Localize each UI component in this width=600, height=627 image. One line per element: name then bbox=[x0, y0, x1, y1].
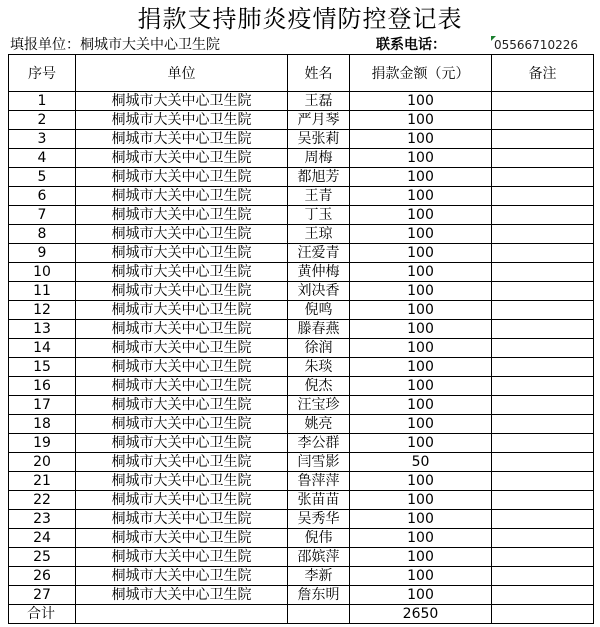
row-name: 倪伟 bbox=[288, 529, 350, 548]
row-index: 10 bbox=[9, 263, 76, 282]
row-unit: 桐城市大关中心卫生院 bbox=[76, 130, 288, 149]
row-note bbox=[492, 434, 594, 453]
row-note bbox=[492, 491, 594, 510]
row-name: 鲁萍萍 bbox=[288, 472, 350, 491]
row-index: 16 bbox=[9, 377, 76, 396]
row-index: 25 bbox=[9, 548, 76, 567]
row-amount: 100 bbox=[350, 168, 492, 187]
table-row bbox=[9, 187, 594, 206]
row-name: 姚亮 bbox=[288, 415, 350, 434]
table-row bbox=[9, 149, 594, 168]
row-index: 18 bbox=[9, 415, 76, 434]
row-note bbox=[492, 130, 594, 149]
row-note bbox=[492, 529, 594, 548]
row-name: 朱琰 bbox=[288, 358, 350, 377]
row-name: 徐润 bbox=[288, 339, 350, 358]
table-row bbox=[9, 472, 594, 491]
row-unit: 桐城市大关中心卫生院 bbox=[76, 301, 288, 320]
table-row bbox=[9, 111, 594, 130]
row-name: 黄仲梅 bbox=[288, 263, 350, 282]
phone-value: 05566710226 bbox=[494, 38, 578, 52]
row-unit: 桐城市大关中心卫生院 bbox=[76, 282, 288, 301]
row-note bbox=[492, 301, 594, 320]
total-label: 合计 bbox=[9, 605, 76, 624]
table-body bbox=[9, 92, 594, 605]
table-row bbox=[9, 263, 594, 282]
row-note bbox=[492, 111, 594, 130]
row-index: 12 bbox=[9, 301, 76, 320]
row-note bbox=[492, 282, 594, 301]
row-note bbox=[492, 472, 594, 491]
row-unit: 桐城市大关中心卫生院 bbox=[76, 149, 288, 168]
row-amount: 100 bbox=[350, 491, 492, 510]
row-unit: 桐城市大关中心卫生院 bbox=[76, 111, 288, 130]
row-amount: 100 bbox=[350, 548, 492, 567]
row-note bbox=[492, 225, 594, 244]
row-unit: 桐城市大关中心卫生院 bbox=[76, 529, 288, 548]
table-row bbox=[9, 92, 594, 111]
header-unit: 单位 bbox=[76, 55, 288, 92]
row-index: 21 bbox=[9, 472, 76, 491]
row-name: 滕春燕 bbox=[288, 320, 350, 339]
row-note bbox=[492, 567, 594, 586]
row-name: 王青 bbox=[288, 187, 350, 206]
row-index: 23 bbox=[9, 510, 76, 529]
document-title: 捐款支持肺炎疫情防控登记表 bbox=[137, 5, 463, 33]
row-note bbox=[492, 339, 594, 358]
donation-table bbox=[8, 54, 594, 624]
total-amount: 2650 bbox=[350, 605, 492, 624]
row-amount: 100 bbox=[350, 263, 492, 282]
row-amount: 100 bbox=[350, 320, 492, 339]
row-unit: 桐城市大关中心卫生院 bbox=[76, 548, 288, 567]
row-name: 王琼 bbox=[288, 225, 350, 244]
table-row bbox=[9, 567, 594, 586]
row-index: 19 bbox=[9, 434, 76, 453]
row-index: 5 bbox=[9, 168, 76, 187]
row-unit: 桐城市大关中心卫生院 bbox=[76, 567, 288, 586]
row-name: 李新 bbox=[288, 567, 350, 586]
row-amount: 100 bbox=[350, 111, 492, 130]
table-row bbox=[9, 377, 594, 396]
row-index: 4 bbox=[9, 149, 76, 168]
row-note bbox=[492, 586, 594, 605]
row-unit: 桐城市大关中心卫生院 bbox=[76, 377, 288, 396]
total-row bbox=[9, 605, 594, 624]
row-index: 26 bbox=[9, 567, 76, 586]
row-name: 邵嫔萍 bbox=[288, 548, 350, 567]
total-name-cell bbox=[288, 605, 350, 624]
phone-label: 联系电话： bbox=[376, 37, 446, 53]
row-amount: 100 bbox=[350, 510, 492, 529]
row-unit: 桐城市大关中心卫生院 bbox=[76, 396, 288, 415]
table-row bbox=[9, 434, 594, 453]
row-unit: 桐城市大关中心卫生院 bbox=[76, 263, 288, 282]
row-name: 倪鸣 bbox=[288, 301, 350, 320]
row-amount: 50 bbox=[350, 453, 492, 472]
row-name: 周梅 bbox=[288, 149, 350, 168]
table-row bbox=[9, 130, 594, 149]
row-index: 3 bbox=[9, 130, 76, 149]
row-amount: 100 bbox=[350, 339, 492, 358]
row-amount: 100 bbox=[350, 358, 492, 377]
table-row bbox=[9, 339, 594, 358]
row-amount: 100 bbox=[350, 586, 492, 605]
row-index: 1 bbox=[9, 92, 76, 111]
row-unit: 桐城市大关中心卫生院 bbox=[76, 358, 288, 377]
row-unit: 桐城市大关中心卫生院 bbox=[76, 453, 288, 472]
row-name: 丁玉 bbox=[288, 206, 350, 225]
row-note bbox=[492, 206, 594, 225]
row-name: 李公群 bbox=[288, 434, 350, 453]
row-index: 8 bbox=[9, 225, 76, 244]
row-unit: 桐城市大关中心卫生院 bbox=[76, 339, 288, 358]
row-index: 27 bbox=[9, 586, 76, 605]
row-note bbox=[492, 510, 594, 529]
row-unit: 桐城市大关中心卫生院 bbox=[76, 320, 288, 339]
row-name: 闫雪影 bbox=[288, 453, 350, 472]
row-note bbox=[492, 377, 594, 396]
row-amount: 100 bbox=[350, 415, 492, 434]
row-name: 詹东明 bbox=[288, 586, 350, 605]
table-row bbox=[9, 206, 594, 225]
row-unit: 桐城市大关中心卫生院 bbox=[76, 92, 288, 111]
row-index: 24 bbox=[9, 529, 76, 548]
row-name: 吴秀华 bbox=[288, 510, 350, 529]
row-index: 6 bbox=[9, 187, 76, 206]
table-row bbox=[9, 225, 594, 244]
table-row bbox=[9, 244, 594, 263]
row-amount: 100 bbox=[350, 567, 492, 586]
row-name: 严月琴 bbox=[288, 111, 350, 130]
row-note bbox=[492, 263, 594, 282]
row-amount: 100 bbox=[350, 206, 492, 225]
table-row bbox=[9, 586, 594, 605]
total-note-cell bbox=[492, 605, 594, 624]
table-row bbox=[9, 358, 594, 377]
reporter-line bbox=[10, 36, 220, 54]
row-index: 7 bbox=[9, 206, 76, 225]
table-row bbox=[9, 529, 594, 548]
row-amount: 100 bbox=[350, 244, 492, 263]
row-index: 2 bbox=[9, 111, 76, 130]
row-amount: 100 bbox=[350, 130, 492, 149]
table-row bbox=[9, 282, 594, 301]
row-unit: 桐城市大关中心卫生院 bbox=[76, 434, 288, 453]
header-index: 序号 bbox=[9, 55, 76, 92]
row-unit: 桐城市大关中心卫生院 bbox=[76, 491, 288, 510]
row-name: 吴张莉 bbox=[288, 130, 350, 149]
header-row bbox=[9, 55, 594, 92]
row-note bbox=[492, 92, 594, 111]
row-unit: 桐城市大关中心卫生院 bbox=[76, 472, 288, 491]
row-name: 汪宝珍 bbox=[288, 396, 350, 415]
row-note bbox=[492, 187, 594, 206]
row-unit: 桐城市大关中心卫生院 bbox=[76, 225, 288, 244]
row-index: 22 bbox=[9, 491, 76, 510]
row-amount: 100 bbox=[350, 92, 492, 111]
table-row bbox=[9, 510, 594, 529]
row-unit: 桐城市大关中心卫生院 bbox=[76, 168, 288, 187]
row-amount: 100 bbox=[350, 529, 492, 548]
header-amount: 捐款金额（元） bbox=[350, 55, 492, 92]
header-name: 姓名 bbox=[288, 55, 350, 92]
row-index: 13 bbox=[9, 320, 76, 339]
table-row bbox=[9, 491, 594, 510]
reporter-label: 填报单位： bbox=[10, 37, 80, 53]
row-index: 15 bbox=[9, 358, 76, 377]
row-amount: 100 bbox=[350, 301, 492, 320]
row-note bbox=[492, 548, 594, 567]
row-amount: 100 bbox=[350, 149, 492, 168]
row-unit: 桐城市大关中心卫生院 bbox=[76, 187, 288, 206]
row-note bbox=[492, 168, 594, 187]
total-unit-cell bbox=[76, 605, 288, 624]
row-amount: 100 bbox=[350, 434, 492, 453]
row-name: 都旭芳 bbox=[288, 168, 350, 187]
table-row bbox=[9, 168, 594, 187]
row-amount: 100 bbox=[350, 377, 492, 396]
row-name: 张苗苗 bbox=[288, 491, 350, 510]
row-amount: 100 bbox=[350, 472, 492, 491]
row-name: 王磊 bbox=[288, 92, 350, 111]
row-unit: 桐城市大关中心卫生院 bbox=[76, 510, 288, 529]
row-note bbox=[492, 415, 594, 434]
row-amount: 100 bbox=[350, 396, 492, 415]
row-note bbox=[492, 244, 594, 263]
row-index: 14 bbox=[9, 339, 76, 358]
row-index: 11 bbox=[9, 282, 76, 301]
row-index: 17 bbox=[9, 396, 76, 415]
row-note bbox=[492, 453, 594, 472]
table-row bbox=[9, 320, 594, 339]
row-unit: 桐城市大关中心卫生院 bbox=[76, 586, 288, 605]
row-index: 20 bbox=[9, 453, 76, 472]
table-row bbox=[9, 548, 594, 567]
row-amount: 100 bbox=[350, 225, 492, 244]
row-amount: 100 bbox=[350, 282, 492, 301]
header-note: 备注 bbox=[492, 55, 594, 92]
table-row bbox=[9, 301, 594, 320]
row-name: 刘决香 bbox=[288, 282, 350, 301]
row-name: 汪爱青 bbox=[288, 244, 350, 263]
row-amount: 100 bbox=[350, 187, 492, 206]
reporter-value: 桐城市大关中心卫生院 bbox=[80, 37, 220, 53]
row-unit: 桐城市大关中心卫生院 bbox=[76, 244, 288, 263]
table-row bbox=[9, 415, 594, 434]
row-note bbox=[492, 320, 594, 339]
table-row bbox=[9, 453, 594, 472]
row-name: 倪杰 bbox=[288, 377, 350, 396]
row-note bbox=[492, 149, 594, 168]
row-index: 9 bbox=[9, 244, 76, 263]
table-row bbox=[9, 396, 594, 415]
row-note bbox=[492, 358, 594, 377]
row-unit: 桐城市大关中心卫生院 bbox=[76, 415, 288, 434]
row-unit: 桐城市大关中心卫生院 bbox=[76, 206, 288, 225]
row-note bbox=[492, 396, 594, 415]
